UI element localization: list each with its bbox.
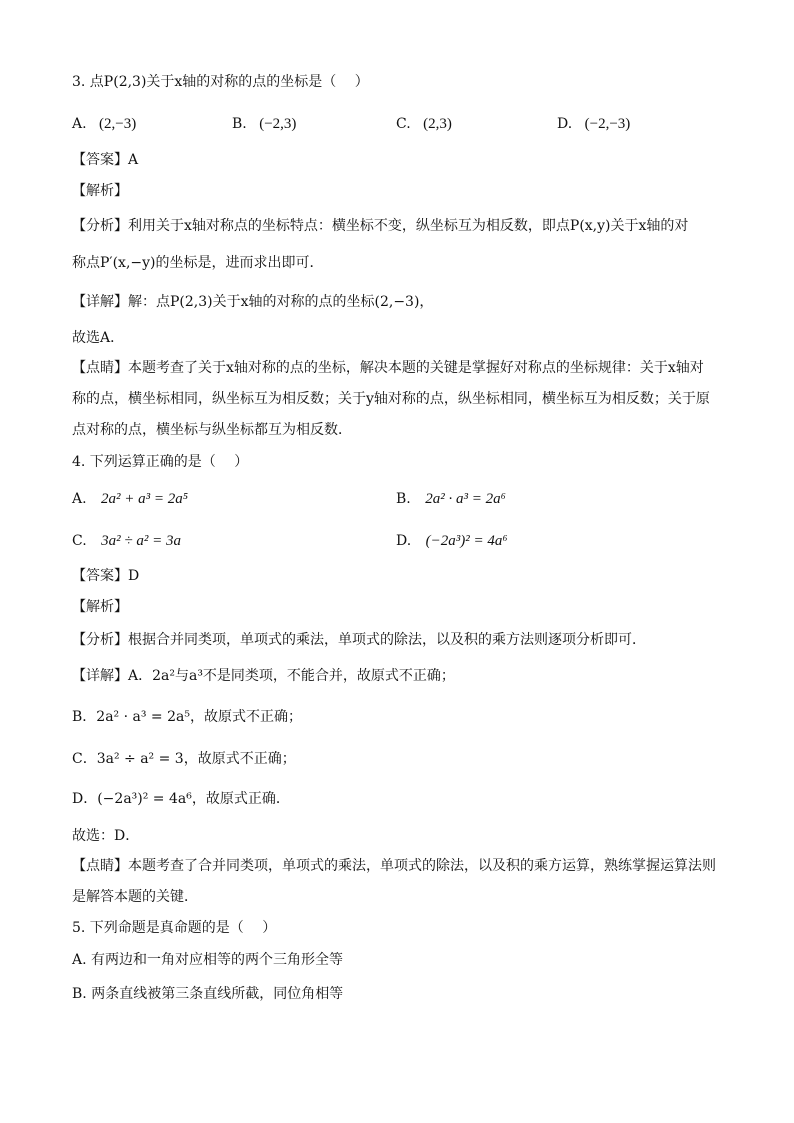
option-text: (−2,−3) (584, 116, 631, 132)
q4-line-c: C．3a² ÷ a² = 3，故原式不正确； (72, 751, 296, 767)
option-letter: B. (396, 491, 411, 507)
q3-conclusion: 故选A． (72, 330, 125, 346)
option-letter: A. (72, 491, 87, 507)
q3-stem: 3. 点P(2,3)关于x轴的对称的点的坐标是（ ） (72, 74, 369, 90)
q4-answer: 【答案】D (72, 568, 140, 584)
q4-option-b[interactable] (396, 489, 506, 509)
option-text: 2a² · a³ = 2a⁶ (425, 491, 506, 507)
q3-fenxi-line-2: 称点P′(x,−y)的坐标是，进而求出即可． (72, 255, 324, 271)
q4-dianjing-line-1: 【点睛】本题考查了合并同类项，单项式的乘法，单项式的除法，以及积的乘方运算，熟练掌握运算法则 (72, 858, 716, 874)
q3-option-c[interactable] (396, 114, 452, 134)
option-text: (−2a³)² = 4a⁶ (425, 533, 508, 549)
q4-conclusion: 故选：D． (72, 828, 140, 844)
q4-line-b: B．2a² · a³ = 2a⁵，故原式不正确； (72, 709, 302, 725)
option-text: 2a² + a³ = 2a⁵ (101, 491, 188, 507)
q3-analysis-tag: 【解析】 (72, 183, 128, 199)
q3-option-b[interactable] (232, 114, 296, 134)
q4-dianjing-line-2: 是解答本题的关键． (72, 889, 198, 905)
option-text: (2,3) (423, 116, 452, 132)
q4-fenxi: 【分析】根据合并同类项，单项式的乘法，单项式的除法，以及积的乘方法则逐项分析即可． (72, 632, 646, 648)
q3-xiangjie: 【详解】解：点P(2,3)关于x轴的对称的点的坐标(2,−3)， (72, 294, 434, 310)
option-letter: C. (72, 533, 87, 549)
q3-dianjing-line-2: 称的点，横坐标相同，纵坐标互为相反数；关于y轴对称的点，纵坐标相同，横坐标互为相反数；关于原 (72, 391, 710, 407)
q4-option-c[interactable] (72, 531, 181, 551)
q4-stem: 4. 下列运算正确的是（ ） (72, 454, 249, 470)
q4-option-a[interactable] (72, 489, 188, 509)
q3-option-d[interactable] (557, 114, 630, 134)
q4-line-d: D．(−2a³)² = 4a⁶，故原式正确． (72, 791, 290, 807)
q3-dianjing-line-1: 【点睛】本题考查了关于x轴对称的点的坐标，解决本题的关键是掌握好对称点的坐标规律：关于x轴对 (72, 360, 704, 376)
q5-stem: 5. 下列命题是真命题的是（ ） (72, 920, 277, 936)
q4-analysis-tag: 【解析】 (72, 599, 128, 615)
option-letter: A. (72, 116, 87, 132)
option-letter: B. (232, 116, 247, 132)
q3-option-a[interactable] (72, 114, 136, 134)
q5-option-b[interactable]: B. 两条直线被第三条直线所截，同位角相等 (72, 986, 344, 1002)
q3-dianjing-line-3: 点对称的点，横坐标与纵坐标都互为相反数． (72, 422, 352, 438)
option-letter: D. (557, 116, 573, 132)
option-letter: C. (396, 116, 411, 132)
q4-xiangjie-a: 【详解】A．2a²与a³不是同类项，不能合并，故原式不正确； (72, 668, 455, 684)
option-text: (−2,3) (259, 116, 297, 132)
option-letter: D. (396, 533, 412, 549)
q3-answer: 【答案】A (72, 152, 139, 168)
q3-fenxi-line-1: 【分析】利用关于x轴对称点的坐标特点：横坐标不变，纵坐标互为相反数，即点P(x,y)关于x轴的对 (72, 218, 689, 234)
option-text: (2,−3) (99, 116, 137, 132)
q4-option-d[interactable] (396, 531, 508, 551)
option-text: 3a² ÷ a² = 3a (101, 533, 181, 549)
q5-option-a[interactable]: A. 有两边和一角对应相等的两个三角形全等 (72, 952, 344, 968)
